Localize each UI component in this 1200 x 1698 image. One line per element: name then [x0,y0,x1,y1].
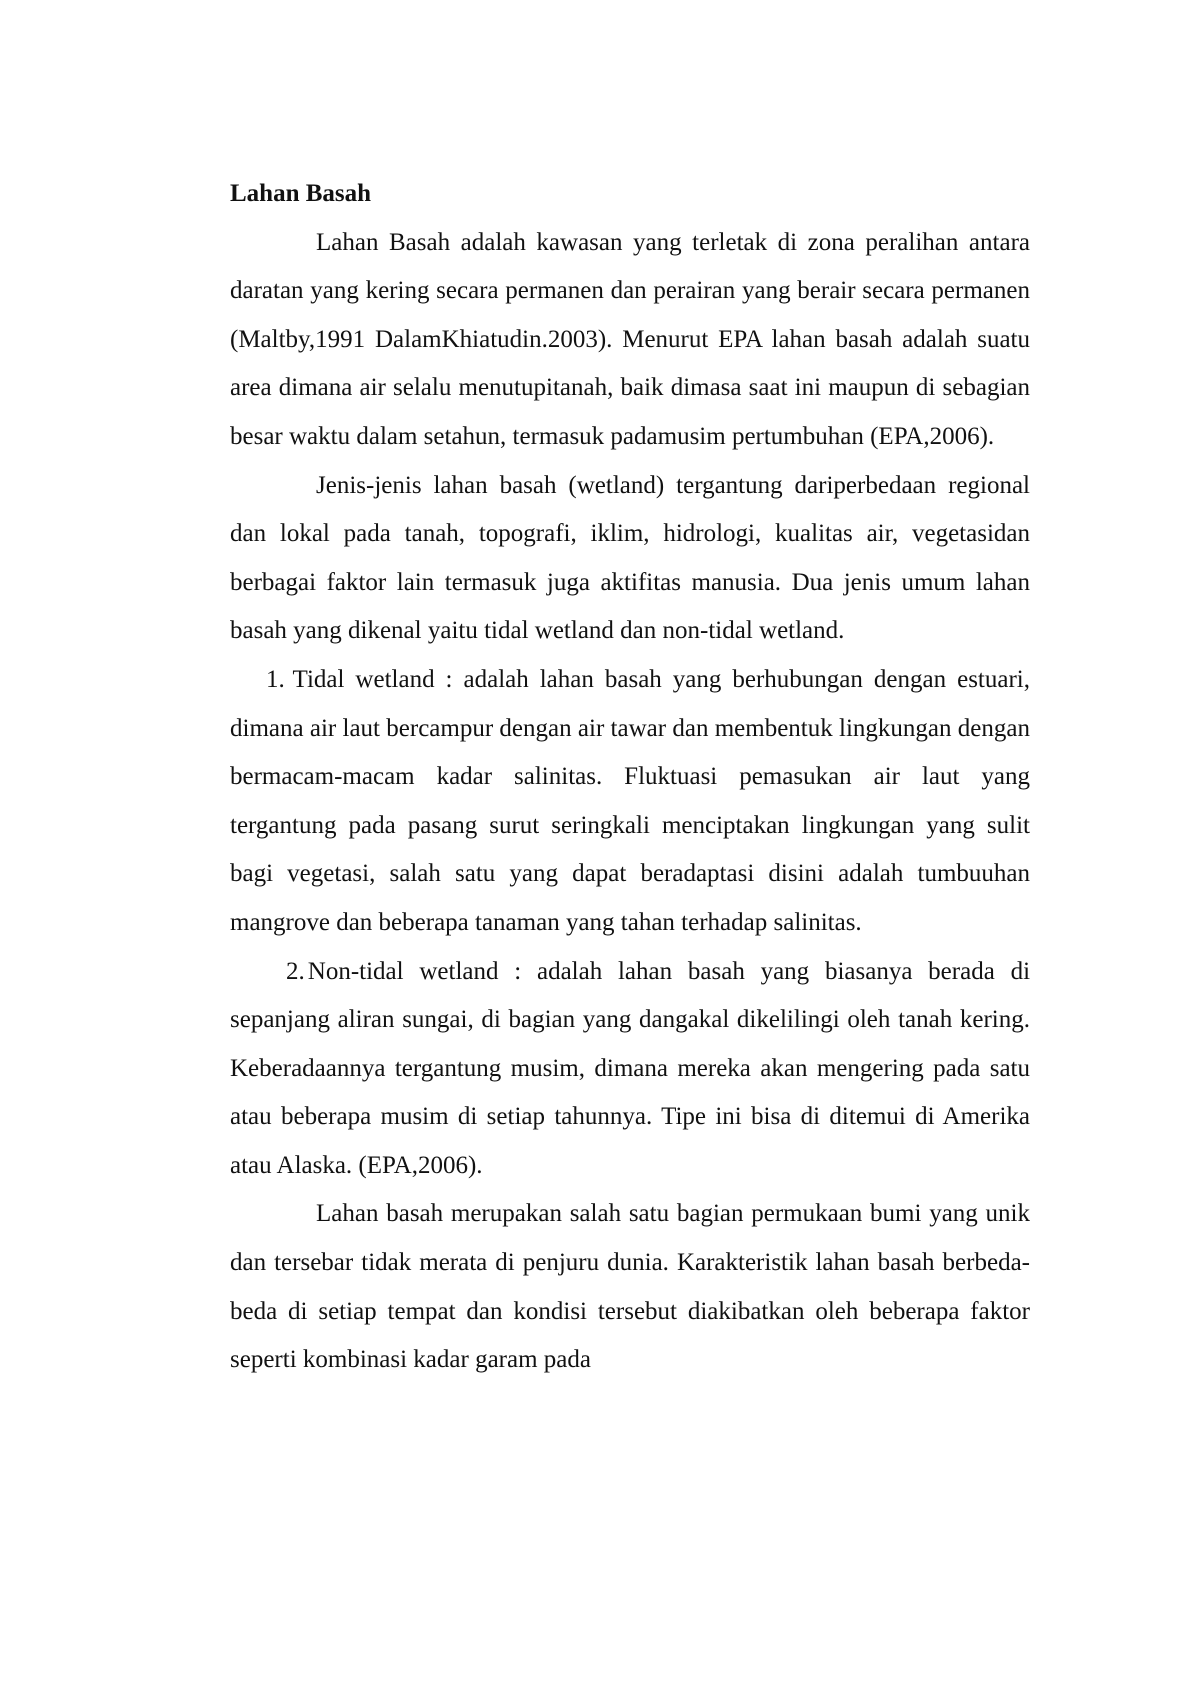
document-title: Lahan Basah [230,180,372,207]
paragraph-closing: Lahan basah merupakan salah satu bagian permukaan bumi yang unik dan tersebar tidak merata di penjuru dunia. Karakteristik lahan basah berbeda-beda di setiap tempat dan kondisi tersebut diakibatkan oleh beberapa faktor seperti kombinasi kadar garam pada [230,1200,1030,1374]
list-number: 2. [286,957,305,985]
list-number: 1. [266,665,285,693]
list-item-text: Non-tidal wetland : adalah lahan basah yang biasanya berada di sepanjang aliran sungai, di bagian yang dangakal dikelilingi oleh tanah kering. Keberadaannya tergantung musim, dimana mereka akan mengering pada satu atau beberapa musim di setiap tahunnya. Tipe ini bisa di ditemui di Amerika atau Alaska. (EPA,2006). [230,957,1031,1179]
document-page [230,170,1030,1385]
list-item-non-tidal-wetland [230,948,1030,1191]
list-item-text: Tidal wetland : adalah lahan basah yang berhubungan dengan estuari, dimana air laut bercampur dengan air tawar dan membentuk lingkungan dengan bermacam-macam kadar salinitas. Fluktuasi pemasukan air laut yang tergantung pada pasang surut seringkali menciptakan lingkungan yang sulit bagi vegetasi, salah satu yang dapat beradaptasi disini adalah tumbuuhan mangrove dan beberapa tanaman yang tahan terhadap salinitas. [230,665,1030,936]
paragraph-types: Jenis-jenis lahan basah (wetland) tergantung dariperbedaan regional dan lokal pada tanah, topografi, iklim, hidrologi, kualitas air, vegetasidan berbagai faktor lain termasuk juga aktifitas manusia. Dua jenis umum lahan basah yang dikenal yaitu tidal wetland dan non-tidal wetland. [230,471,1030,645]
list-item-tidal-wetland [230,656,1030,948]
paragraph-definition: Lahan Basah adalah kawasan yang terletak di zona peralihan antara daratan yang kering secara permanen dan perairan yang berair secara permanen (Maltby,1991 DalamKhiatudin.2003). Menurut EPA lahan basah adalah suatu area dimana air selalu menutupitanah, baik dimasa saat ini maupun di sebagian besar waktu dalam setahun, termasuk padamusim pertumbuhan (EPA,2006). [230,228,1030,450]
